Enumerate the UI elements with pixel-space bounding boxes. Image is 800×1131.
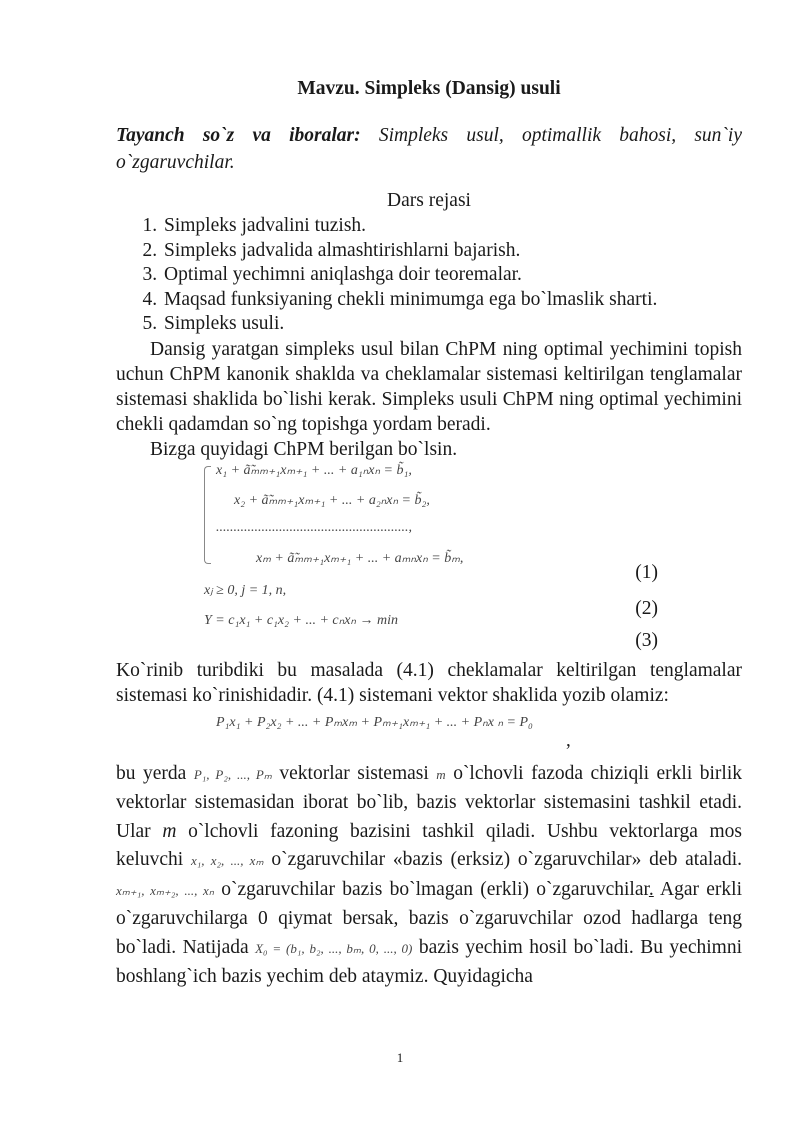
plan-item: 3. Optimal yechimni aniqlashga doir teoremalar. — [162, 263, 742, 288]
basis-text-8: bazis yechim hosil bo`ladi. Bu yechimni boshlang`ich bazis yechim deb ataymiz. Quyidagicha — [116, 936, 742, 987]
objective-function: Y = c₁x₁ + c₁x₂ + ... + cₙxₙ → min — [204, 612, 398, 628]
vector-form-paragraph: Ko`rinib turibdiki bu masalada (4.1) cheklamalar keltirilgan tenglamalar sistemasi ko`rinishidadir. (4.1) sistemani vektor shaklida yozib olamiz: — [116, 659, 742, 706]
intro-paragraph: Dansig yaratgan simpleks usul bilan ChPM ning optimal yechimini topish uchun ChPM kanonik shaklda va cheklamalar sistemasi keltirilgan tenglamalar sistemasi shaklida bo`lishi kerak. Simpleks usuli ChPM ning optimal yechimini chekli qadamdan so`ng topishga yordam beradi. — [116, 338, 742, 435]
equation-number-2: (2) — [635, 597, 658, 619]
free-variables-formula: xₘ₊₁, xₘ₊₂, ..., xₙ — [116, 882, 214, 898]
constraint-system — [116, 462, 742, 678]
basis-text-2: vektorlar sistemasi — [279, 762, 429, 784]
system-row-1: x₁ + ã̃ₘₘ₊₁xₘ₊₁ + ... + a₁ₙxₙ = b̃₁, — [216, 462, 412, 478]
given-paragraph: Bizga quyidagi ChPM berilgan bo`lsin. — [150, 438, 458, 460]
dimension-m-2: m — [162, 820, 177, 842]
system-row-4: xₘ + ã̃ₘₘ₊₁xₘ₊₁ + ... + aₘₙxₙ = b̃ₘ, — [256, 550, 464, 566]
system-brace — [204, 466, 211, 564]
underlined-period: . — [648, 878, 654, 900]
page-number: 1 — [396, 1050, 404, 1065]
basis-text-7: Agar erkli o`zgaruvchilarga 0 qiymat bersak, bazis o`zgaruvchilar ozod hadlarga teng bo`ladi. Natijada — [116, 878, 742, 958]
basis-text-1: bu yerda — [116, 762, 187, 784]
equation-number-3: (3) — [635, 629, 658, 651]
page-title: Mavzu. Simpleks (Dansig) usuli — [297, 78, 561, 99]
plan-item: 2. Simpleks jadvalida almashtirishlarni bajarish. — [162, 239, 742, 264]
keywords-text: Simpleks usul, optimallik bahosi, sun`iy o`zgaruvchilar. — [116, 125, 742, 173]
vector-equation-comma: , — [566, 729, 571, 751]
vector-equation-text: P₁x₁ + P₂x₂ + ... + Pₘxₘ + Pₘ₊₁xₘ₊₁ + ... + Pₙx ₙ = P₀ — [216, 714, 533, 730]
plan-title: Dars rejasi — [387, 190, 471, 211]
keywords-label: Tayanch so`z va iboralar: — [116, 125, 361, 146]
equation-number-1: (1) — [635, 561, 658, 583]
basis-text-3: o`lchovli fazoda chiziqli erkli birlik vektorlar sistemasidan iborat bo`lib, bazis vektorlar sistemasini tashkil etadi. Ular — [116, 762, 743, 842]
basis-text-4: o`lchovli fazoning bazisini tashkil qiladi. Ushbu vektorlarga mos keluvchi — [116, 820, 743, 870]
plan-item: 5. Simpleks usuli. — [162, 312, 742, 337]
system-row-2: x₂ + ã̃ₘₘ₊₁xₘ₊₁ + ... + a₂ₙxₙ = b̃₂, — [234, 492, 430, 508]
vector-equation — [116, 708, 742, 760]
system-row-3: ......................................................., — [216, 519, 412, 535]
basis-paragraph — [116, 760, 742, 992]
document-page — [116, 70, 742, 992]
basis-vectors-formula: P₁, P₂, ..., Pₘ — [193, 766, 272, 782]
basis-variables-formula: x₁, x₂, ..., xₘ — [190, 853, 264, 868]
basic-solution-formula: X₀ = (b₁, b₂, ..., bₘ, 0, ..., 0) — [255, 940, 413, 956]
dimension-m: m — [436, 766, 446, 782]
plan-list — [116, 214, 742, 337]
basis-text-6: o`zgaruvchilar bazis bo`lmagan (erkli) o`zgaruvchilar — [221, 878, 649, 900]
basis-text-5: o`zgaruvchilar «bazis (erksiz) o`zgaruvchilar» deb ataladi. — [271, 849, 742, 870]
plan-item: 1. Simpleks jadvalini tuzish. — [162, 214, 742, 239]
nonneg-condition: xⱼ ≥ 0, j = 1, n, — [204, 582, 287, 598]
plan-item: 4. Maqsad funksiyaning chekli minimumga ega bo`lmaslik sharti. — [162, 288, 742, 313]
keywords-paragraph — [116, 122, 742, 176]
